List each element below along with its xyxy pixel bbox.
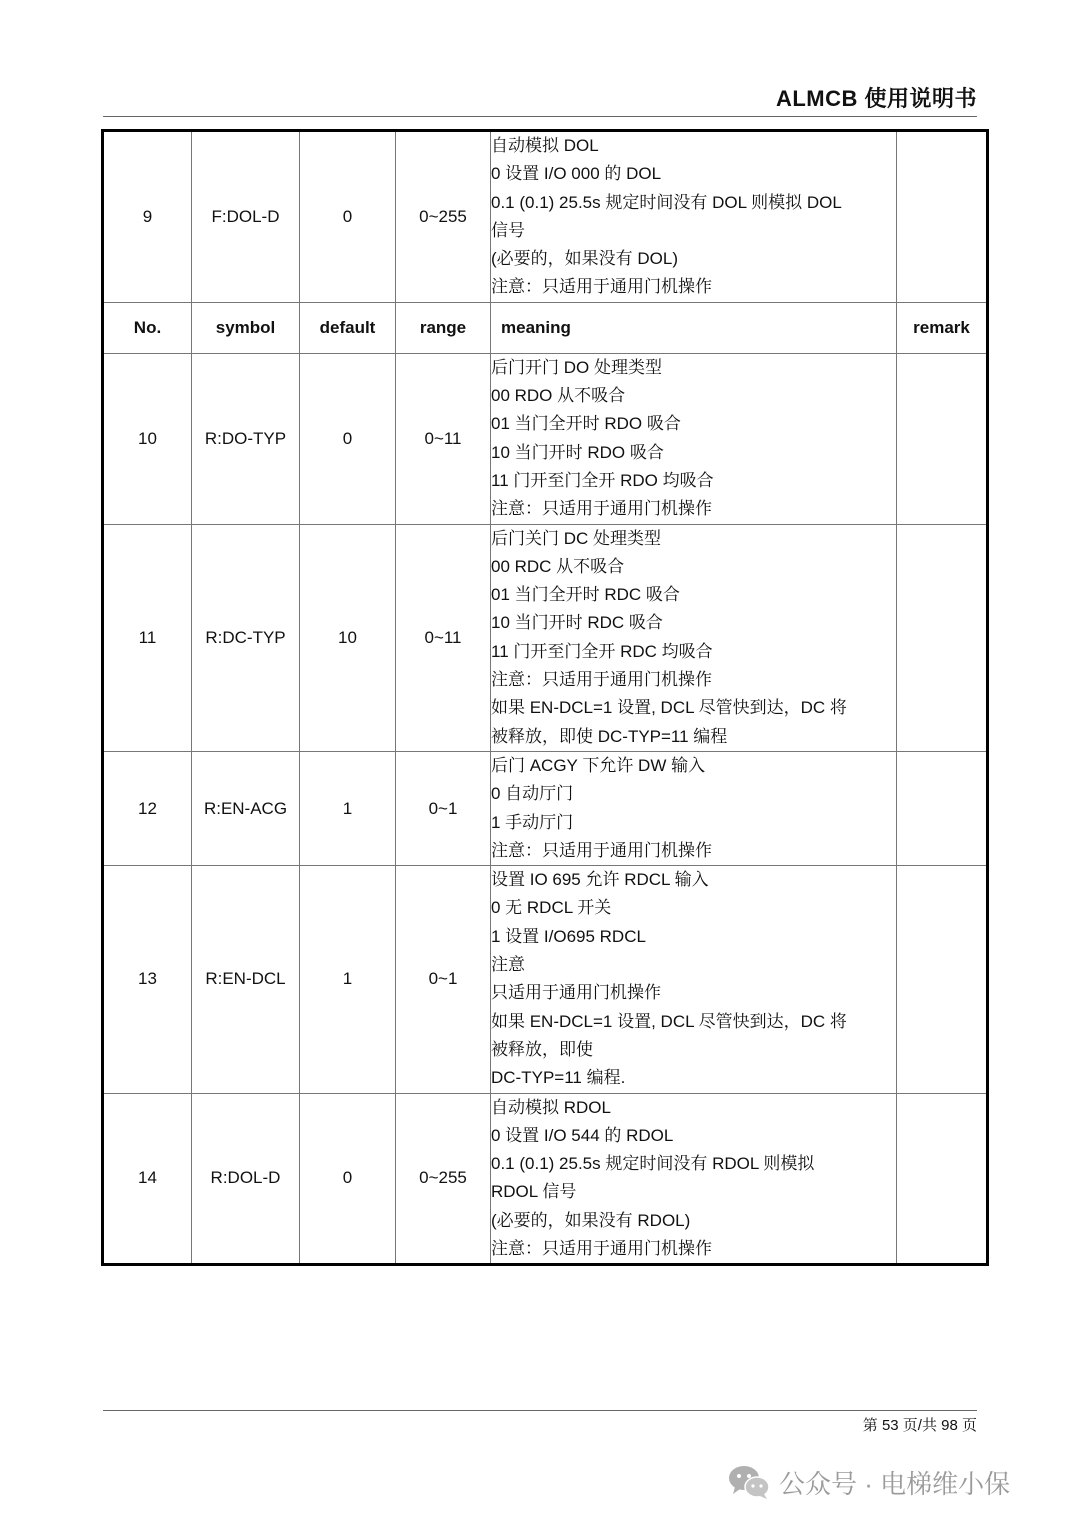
meaning-line: 0.1 (0.1) 25.5s 规定时间没有 RDOL 则模拟 (491, 1154, 815, 1174)
cell-range: 0~11 (396, 353, 491, 524)
cell-no: 11 (103, 524, 192, 751)
meaning-line: DC-TYP=11 编程. (491, 1068, 626, 1088)
meaning-line: 被释放，即使 (491, 1039, 593, 1059)
cell-default: 0 (300, 131, 396, 303)
cell-range: 0~11 (396, 524, 491, 751)
meaning-line: 如果 EN-DCL=1 设置, DCL 尽管快到达，DC 将 (491, 1011, 847, 1031)
cell-range: 0~1 (396, 866, 491, 1093)
table-row (103, 866, 988, 1093)
meaning-line: 10 当门开时 RDO 吸合 (491, 442, 664, 462)
meaning-line: 01 当门全开时 RDC 吸合 (491, 585, 680, 605)
meaning-line: RDOL 信号 (491, 1182, 577, 1202)
column-header-range: range (396, 302, 491, 353)
cell-meaning (491, 524, 897, 751)
meaning-line: 注意：只适用于通用门机操作 (491, 499, 712, 519)
cell-default: 1 (300, 751, 396, 865)
parameter-table (101, 129, 989, 1266)
cell-remark (897, 131, 988, 303)
column-header-symbol: symbol (192, 302, 300, 353)
meaning-line: 注意 (491, 955, 525, 975)
cell-remark (897, 524, 988, 751)
column-header-no: No. (103, 302, 192, 353)
cell-meaning (491, 1093, 897, 1265)
table-row (103, 524, 988, 751)
cell-range: 0~1 (396, 751, 491, 865)
meaning-line: 1 设置 I/O695 RDCL (491, 926, 646, 946)
meaning-line: 00 RDO 从不吸合 (491, 386, 626, 406)
meaning-line: 0 设置 I/O 000 的 DOL (491, 164, 662, 184)
cell-no: 14 (103, 1093, 192, 1265)
cell-symbol: R:DC-TYP (192, 524, 300, 751)
watermark-text: 公众号 · 电梯维小保 (779, 1468, 1011, 1499)
column-header-meaning: meaning (491, 302, 897, 353)
header-divider (103, 116, 977, 117)
meaning-line: 后门 ACGY 下允许 DW 输入 (491, 755, 706, 775)
meaning-line: 自动模拟 RDOL (491, 1097, 611, 1117)
meaning-line: 0.1 (0.1) 25.5s 规定时间没有 DOL 则模拟 DOL (491, 192, 842, 212)
meaning-line: 如果 EN-DCL=1 设置, DCL 尽管快到达，DC 将 (491, 698, 847, 718)
cell-default: 10 (300, 524, 396, 751)
cell-remark (897, 751, 988, 865)
watermark (727, 1462, 1010, 1502)
cell-meaning (491, 751, 897, 865)
meaning-line: 10 当门开时 RDC 吸合 (491, 613, 663, 633)
meaning-line: 0 无 RDCL 开关 (491, 898, 612, 918)
meaning-line: 信号 (491, 220, 525, 240)
table-row (103, 1093, 988, 1265)
footer-divider (103, 1410, 977, 1411)
meaning-line: 11 门开至门全开 RDC 均吸合 (491, 641, 713, 661)
meaning-line: 注意：只适用于通用门机操作 (491, 670, 712, 690)
cell-symbol: F:DOL-D (192, 131, 300, 303)
cell-meaning (491, 353, 897, 524)
meaning-line: 1 手动厅门 (491, 812, 574, 832)
meaning-line: (必要的，如果没有 DOL) (491, 249, 678, 269)
cell-remark (897, 1093, 988, 1265)
meaning-line: 00 RDC 从不吸合 (491, 556, 625, 576)
meaning-line: 被释放，即使 DC-TYP=11 编程 (491, 726, 728, 746)
meaning-line: 0 自动厅门 (491, 784, 574, 804)
meaning-line: 0 设置 I/O 544 的 RDOL (491, 1125, 674, 1145)
meaning-line: (必要的，如果没有 RDOL) (491, 1210, 691, 1230)
cell-symbol: R:DOL-D (192, 1093, 300, 1265)
meaning-line: 11 门开至门全开 RDO 均吸合 (491, 470, 714, 490)
cell-no: 10 (103, 353, 192, 524)
cell-symbol: R:DO-TYP (192, 353, 300, 524)
meaning-line: 01 当门全开时 RDO 吸合 (491, 414, 681, 434)
meaning-line: 注意：只适用于通用门机操作 (491, 840, 712, 860)
cell-remark (897, 866, 988, 1093)
cell-meaning (491, 866, 897, 1093)
column-header-remark: remark (897, 302, 988, 353)
table-row (103, 131, 988, 303)
cell-no: 9 (103, 131, 192, 303)
meaning-line: 只适用于通用门机操作 (491, 983, 661, 1003)
page-number: 第 53 页/共 98 页 (862, 1417, 977, 1434)
cell-remark (897, 353, 988, 524)
cell-default: 0 (300, 1093, 396, 1265)
wechat-icon (727, 1464, 771, 1500)
cell-meaning (491, 131, 897, 303)
meaning-line: 自动模拟 DOL (491, 136, 599, 155)
meaning-line: 设置 IO 695 允许 RDCL 输入 (491, 870, 709, 890)
table-row (103, 353, 988, 524)
meaning-line: 注意：只适用于通用门机操作 (491, 1238, 712, 1258)
meaning-line: 后门关门 DC 处理类型 (491, 528, 661, 548)
cell-symbol: R:EN-ACG (192, 751, 300, 865)
cell-symbol: R:EN-DCL (192, 866, 300, 1093)
column-header-default: default (300, 302, 396, 353)
table-row (103, 751, 988, 865)
cell-no: 12 (103, 751, 192, 865)
document-title: ALMCB 使用说明书 (775, 86, 977, 111)
cell-default: 0 (300, 353, 396, 524)
cell-no: 13 (103, 866, 192, 1093)
meaning-line: 后门开门 DO 处理类型 (491, 357, 662, 377)
meaning-line: 注意：只适用于通用门机操作 (491, 277, 712, 297)
table-header-row (103, 302, 988, 353)
cell-range: 0~255 (396, 131, 491, 303)
cell-range: 0~255 (396, 1093, 491, 1265)
cell-default: 1 (300, 866, 396, 1093)
